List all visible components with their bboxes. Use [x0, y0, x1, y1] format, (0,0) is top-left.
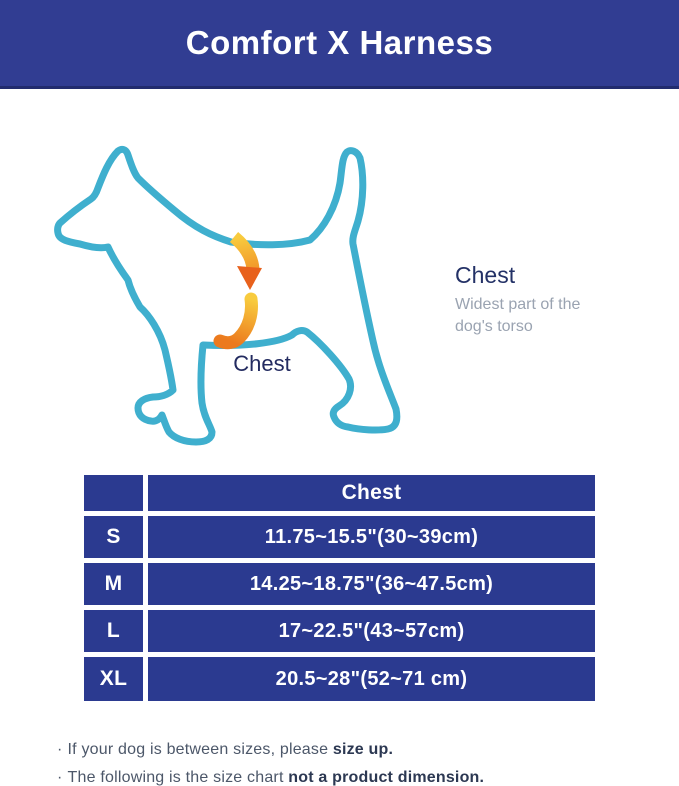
note-text: The following is the size chart	[67, 769, 289, 786]
size-cell-s: S	[84, 516, 143, 558]
dog-figure	[48, 145, 413, 450]
measurement-heading: Chest	[455, 262, 516, 288]
size-cell-xl: XL	[84, 657, 143, 701]
chest-label: Chest	[233, 351, 291, 376]
chest-value-s: 11.75~15.5"(30~39cm)	[148, 516, 595, 558]
bullet-icon: ·	[57, 769, 63, 786]
dog-outline-shape	[58, 149, 397, 442]
chest-value-m: 14.25~18.75"(36~47.5cm)	[148, 563, 595, 605]
table-corner-cell	[84, 475, 143, 511]
bullet-icon: ·	[57, 741, 63, 758]
dog-illustration	[48, 145, 413, 450]
size-table	[84, 475, 595, 701]
page-title: Comfort X Harness	[185, 24, 494, 61]
chest-value-l: 17~22.5"(43~57cm)	[148, 610, 595, 652]
measurement-description	[455, 294, 625, 338]
size-cell-l: L	[84, 610, 143, 652]
note-bold-text: size up.	[332, 741, 394, 758]
measurement-description-line1: Widest part of the	[455, 296, 581, 313]
chest-value-xl: 20.5~28"(52~71 cm)	[148, 657, 595, 701]
header-banner	[0, 0, 679, 89]
size-cell-m: M	[84, 563, 143, 605]
note-bold-text: not a product dimension.	[288, 769, 485, 786]
note-size-up	[57, 741, 617, 759]
note-not-product-dimension	[57, 769, 617, 786]
table-header-chest: Chest	[148, 475, 595, 511]
measurement-info	[455, 262, 625, 338]
measurement-description-line2: dog's torso	[455, 318, 533, 335]
note-text: If your dog is between sizes, please	[67, 741, 333, 758]
